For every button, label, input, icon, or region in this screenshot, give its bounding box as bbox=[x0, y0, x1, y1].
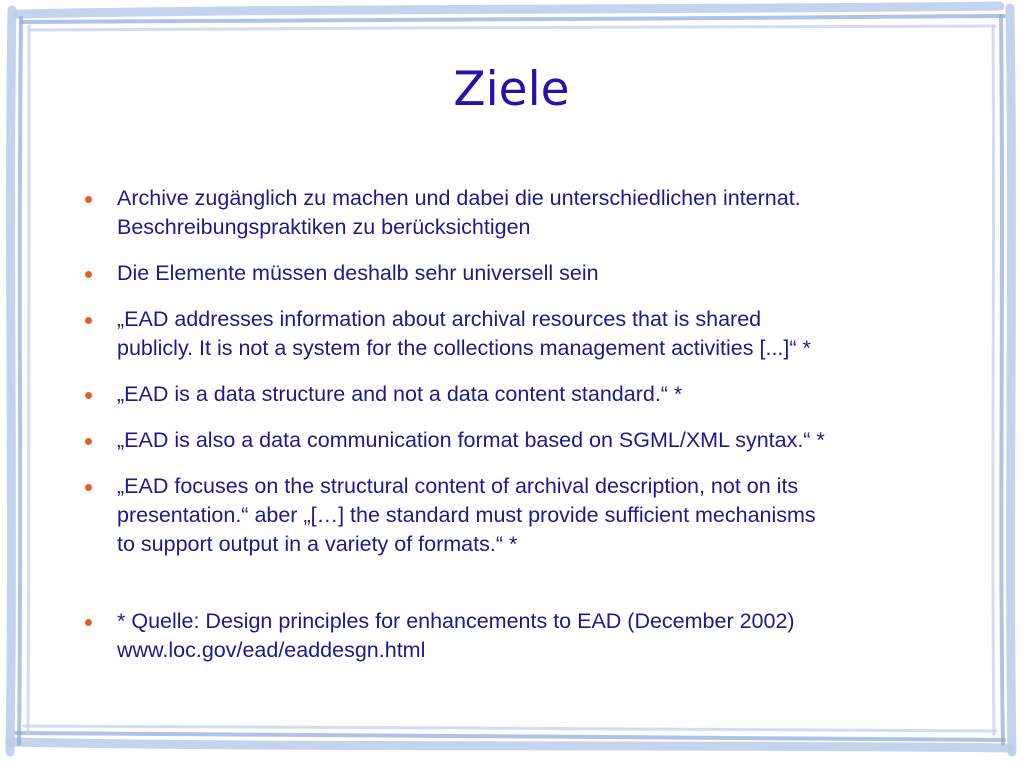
source-url: www.loc.gov/ead/eaddesgn.html bbox=[117, 638, 426, 662]
bullet-line: Archive zugänglich zu machen und dabei die unterschiedlichen internat. bbox=[117, 186, 801, 210]
list-item bbox=[84, 259, 964, 288]
bullet-icon bbox=[85, 438, 92, 445]
bullet-line: „EAD addresses information about archival resources that is shared bbox=[117, 307, 762, 331]
bullet-line: Die Elemente müssen deshalb sehr universell sein bbox=[117, 261, 599, 285]
list-item bbox=[84, 380, 964, 409]
bullet-line: Beschreibungspraktiken zu berücksichtigen bbox=[117, 215, 531, 239]
bullet-icon bbox=[85, 392, 92, 399]
bullet-icon bbox=[85, 317, 92, 324]
bullet-line: publicly. It is not a system for the collections management activities [...]“ * bbox=[117, 336, 811, 360]
list-item bbox=[84, 184, 964, 242]
bullet-icon bbox=[85, 619, 92, 626]
source-line: * Quelle: Design principles for enhancements to EAD (December 2002) bbox=[117, 609, 795, 633]
bullet-line: „EAD is also a data communication format based on SGML/XML syntax.“ * bbox=[117, 428, 825, 452]
bullet-line: „EAD is a data structure and not a data content standard.“ * bbox=[117, 382, 683, 406]
list-item-source bbox=[84, 607, 964, 665]
list-item bbox=[84, 472, 964, 559]
bullet-line: presentation.“ aber „[…] the standard must provide sufficient mechanisms bbox=[117, 503, 816, 527]
bullet-line: „EAD focuses on the structural content of archival description, not on its bbox=[117, 474, 799, 498]
bullet-line: to support output in a variety of formats.“ * bbox=[117, 532, 518, 556]
bullet-icon bbox=[85, 484, 92, 491]
bullet-icon bbox=[85, 271, 92, 278]
bullet-icon bbox=[85, 196, 92, 203]
slide-title: Ziele bbox=[453, 62, 570, 117]
bullet-list bbox=[84, 184, 964, 682]
list-item bbox=[84, 305, 964, 363]
list-item bbox=[84, 426, 964, 455]
